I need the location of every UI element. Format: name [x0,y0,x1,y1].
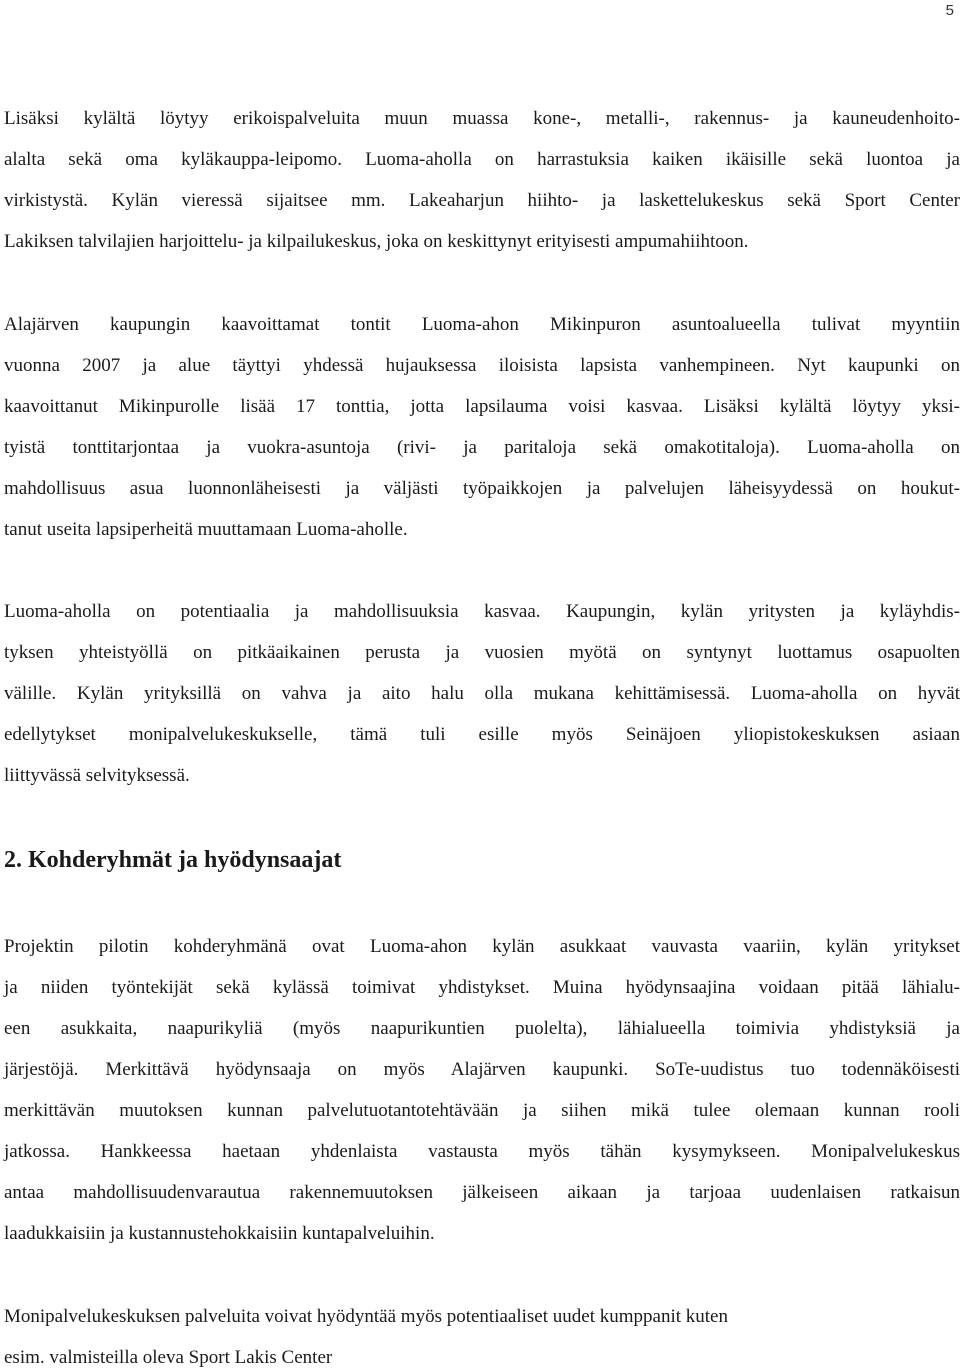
text-line: jatkossa. Hankkeessa haetaan yhdenlaista vastausta myös tähän kysymykseen. Monipalvelukeskus [4,1141,960,1162]
text-line: merkittävän muutoksen kunnan palvelutuotantotehtävään ja siihen mikä tulee olemaan kunnan rooli [4,1100,960,1121]
text-line: antaa mahdollisuudenvarautua rakennemuutoksen jälkeiseen aikaan ja tarjoaa uudenlaisen ratkaisun [4,1182,960,1203]
text-line: tyksen yhteistyöllä on pitkäaikainen perusta ja vuosien myötä on syntynyt luottamus osapuolten [4,642,960,663]
text-line: tanut useita lapsiperheitä muuttamaan Luoma-aholle. [4,519,408,540]
text-line: Luoma-aholla on potentiaalia ja mahdollisuuksia kasvaa. Kaupungin, kylän yritysten ja kyläyhdis- [4,601,960,622]
text-line: alalta sekä oma kyläkauppa-leipomo. Luoma-aholla on harrastuksia kaiken ikäisille sekä luontoa ja [4,149,960,170]
text-line: vuonna 2007 ja alue täyttyi yhdessä hujauksessa iloisista lapsista vanhempineen. Nyt kaupunki on [4,355,960,376]
section-heading: 2. Kohderyhmät ja hyödynsaajat [4,847,342,873]
text-line: edellytykset monipalvelukeskukselle, tämä tuli esille myös Seinäjoen yliopistokeskuksen asiaan [4,724,960,745]
text-line: liittyvässä selvityksessä. [4,765,190,786]
text-line: Lakiksen talvilajien harjoittelu- ja kilpailukeskus, joka on keskittynyt erityisesti ampumahiihtoon. [4,231,749,252]
text-line: välille. Kylän yrityksillä on vahva ja aito halu olla mukana kehittämisessä. Luoma-aholla on hyvät [4,683,960,704]
text-line: järjestöjä. Merkittävä hyödynsaaja on myös Alajärven kaupunki. SoTe-uudistus tuo todennäköisesti [4,1059,960,1080]
text-line: tyistä tonttitarjontaa ja vuokra-asuntoja (rivi- ja paritaloja sekä omakotitaloja). Luoma-aholla on [4,437,960,458]
text-line: virkistystä. Kylän vieressä sijaitsee mm. Lakeaharjun hiihto- ja laskettelukeskus sekä Sport Center [4,190,960,211]
text-line: kaavoittanut Mikinpurolle lisää 17 tonttia, jotta lapsilauma voisi kasvaa. Lisäksi kylältä löytyy yksi- [4,396,960,417]
text-line: Monipalvelukeskuksen palveluita voivat hyödyntää myös potentiaaliset uudet kumppanit kuten [4,1306,728,1327]
text-line: esim. valmisteilla oleva Sport Lakis Center [4,1347,333,1368]
text-line: laadukkaisiin ja kustannustehokkaisiin kuntapalveluihin. [4,1223,435,1244]
text-line: ja niiden työntekijät sekä kylässä toimivat yhdistykset. Muina hyödynsaajina voidaan pitää lähialu- [4,977,960,998]
text-line: een asukkaita, naapurikyliä (myös naapurikuntien puolelta), lähialueella toimivia yhdistyksiä ja [4,1018,960,1039]
text-line: Alajärven kaupungin kaavoittamat tontit Luoma-ahon Mikinpuron asuntoalueella tulivat myyntiin [4,314,960,335]
text-line: Lisäksi kylältä löytyy erikoispalveluita muun muassa kone-, metalli-, rakennus- ja kauneudenhoito- [4,108,960,129]
text-line: mahdollisuus asua luonnonläheisesti ja väljästi työpaikkojen ja palvelujen läheisyydessä on houkut- [4,478,960,499]
page-number: 5 [945,2,954,19]
text-line: Projektin pilotin kohderyhmänä ovat Luoma-ahon kylän asukkaat vauvasta vaariin, kylän yritykset [4,936,960,957]
